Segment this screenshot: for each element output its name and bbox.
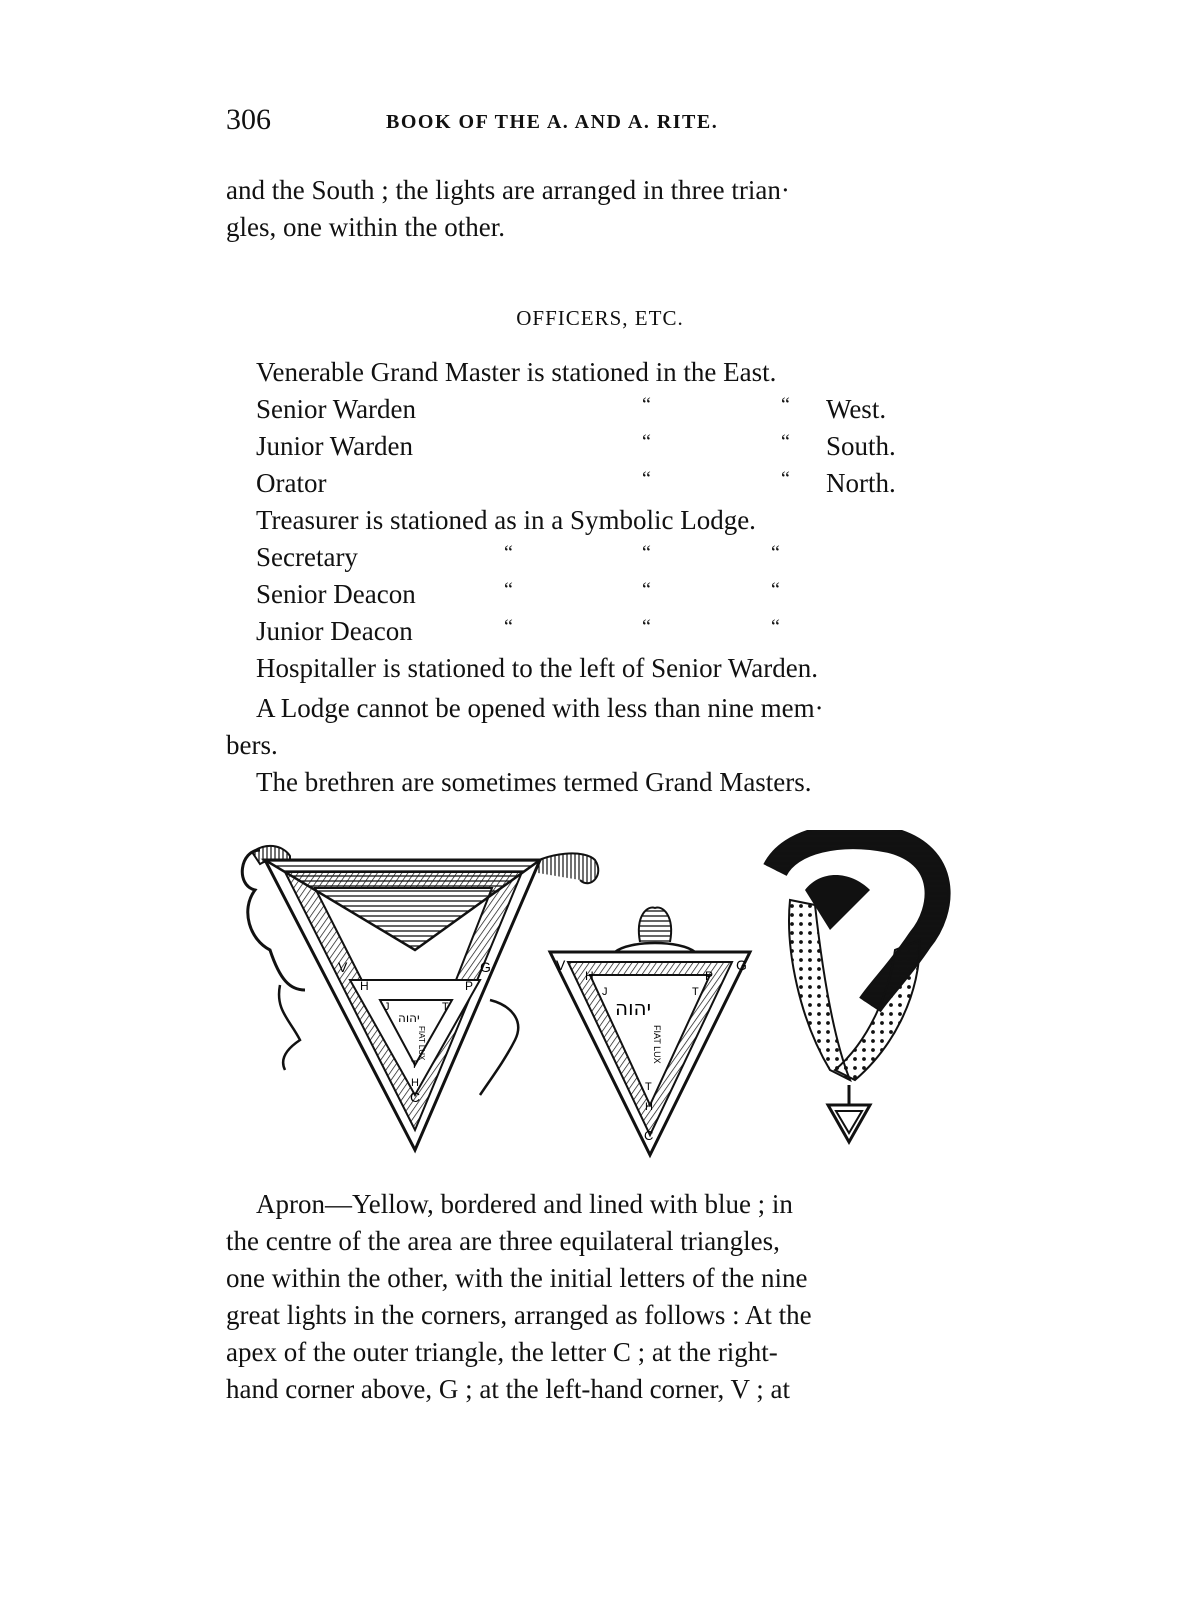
- apron-fiat-lux: FIAT LUX: [417, 1026, 426, 1061]
- ditto-mark: “: [642, 394, 651, 416]
- jewel-letter-g: G: [736, 957, 747, 973]
- apron-line: hand corner above, G ; at the left-hand corner, V ; at: [226, 1374, 790, 1404]
- apron-letter-p: P: [465, 979, 474, 993]
- page-number: 306: [226, 103, 271, 136]
- jewel-letter-h2: H: [645, 1101, 653, 1113]
- officer-text: Venerable Grand Master is stationed in the East.: [256, 357, 777, 387]
- jewel-letter-j: J: [602, 986, 608, 998]
- officer-line-hospitaller: [256, 653, 956, 690]
- intro-line: and the South ; the lights are arranged in three trian·: [226, 175, 790, 205]
- ditto-mark: “: [781, 468, 790, 490]
- officers-list: [256, 357, 956, 690]
- officer-text: Treasurer is stationed as in a Symbolic Lodge.: [256, 505, 756, 535]
- officer-row: [256, 394, 956, 431]
- officer-station: West.: [826, 394, 887, 424]
- ditto-mark: “: [504, 579, 513, 601]
- jewel-letter-c: C: [644, 1128, 654, 1143]
- jewel-letter-v: V: [556, 957, 566, 973]
- ditto-mark: “: [771, 616, 780, 638]
- intro-paragraph: [226, 172, 956, 246]
- apron-line: Apron—Yellow, bordered and lined with blue ; in: [256, 1189, 793, 1219]
- officer-row: [256, 431, 956, 468]
- apron-figure: [242, 846, 598, 1150]
- jewel-letter-t2: T: [645, 1081, 652, 1093]
- apron-letter-h2: H: [411, 1077, 419, 1089]
- apron-letter-v: V: [338, 959, 348, 975]
- apron-line: the centre of the area are three equilateral triangles,: [226, 1226, 780, 1256]
- officer-name: Junior Deacon: [256, 616, 413, 646]
- ditto-mark: “: [642, 579, 651, 601]
- ditto-mark: “: [504, 616, 513, 638]
- apron-hebrew-text: יהוה: [398, 1011, 420, 1025]
- officer-name: Senior Deacon: [256, 579, 416, 609]
- page-header: [226, 103, 986, 143]
- section-title: OFFICERS, ETC.: [516, 306, 684, 330]
- collar-figure: [775, 836, 938, 1142]
- apron-jewel-illustration: [230, 830, 960, 1160]
- jewel-fiat-lux: FIAT LUX: [652, 1025, 662, 1064]
- apron-letter-t: T: [442, 1001, 449, 1013]
- jewel-letter-t: T: [692, 986, 699, 998]
- apron-line: apex of the outer triangle, the letter C ; at the right-: [226, 1337, 778, 1367]
- officer-row: [256, 579, 956, 616]
- officer-line-master: [256, 357, 956, 394]
- apron-letter-g: G: [480, 959, 491, 975]
- apron-paragraph: [226, 1186, 956, 1408]
- officer-row: [256, 542, 956, 579]
- officer-row: [256, 468, 956, 505]
- lodge-note-line1: A Lodge cannot be opened with less than nine mem·: [256, 693, 824, 723]
- ditto-mark: “: [642, 468, 651, 490]
- officer-name: Senior Warden: [256, 394, 417, 424]
- running-head: BOOK OF THE A. AND A. RITE.: [386, 111, 719, 133]
- ditto-mark: “: [771, 579, 780, 601]
- ditto-mark: “: [771, 542, 780, 564]
- brethren-note: The brethren are sometimes termed Grand Masters.: [256, 767, 812, 797]
- officer-station: South.: [826, 431, 896, 461]
- apron-letter-t2: T: [411, 1059, 418, 1071]
- officer-name: Secretary: [256, 542, 358, 572]
- officer-station: North.: [826, 468, 896, 498]
- lodge-note-line2: bers.: [226, 730, 278, 760]
- apron-letter-h: H: [360, 979, 369, 993]
- jewel-figure: [550, 907, 750, 1155]
- jewel-letter-h: H: [585, 969, 594, 983]
- apron-line: one within the other, with the initial letters of the nine: [226, 1263, 808, 1293]
- ditto-mark: “: [781, 431, 790, 453]
- jewel-letter-p: P: [705, 969, 714, 983]
- officer-name: Orator: [256, 468, 327, 498]
- jewel-hebrew-text: יהוה: [615, 996, 652, 1020]
- intro-line: gles, one within the other.: [226, 212, 505, 242]
- ditto-mark: “: [642, 542, 651, 564]
- officer-name: Junior Warden: [256, 431, 414, 461]
- ditto-mark: “: [642, 616, 651, 638]
- apron-letter-j: J: [384, 1001, 390, 1013]
- ditto-mark: “: [504, 542, 513, 564]
- officer-text: Hospitaller is stationed to the left of Senior Warden.: [256, 653, 818, 683]
- officer-row: [256, 616, 956, 653]
- ditto-mark: “: [781, 394, 790, 416]
- ditto-mark: “: [642, 431, 651, 453]
- apron-line: great lights in the corners, arranged as follows : At the: [226, 1300, 812, 1330]
- apron-letter-c: C: [410, 1089, 421, 1105]
- officer-line-treasurer: [256, 505, 956, 542]
